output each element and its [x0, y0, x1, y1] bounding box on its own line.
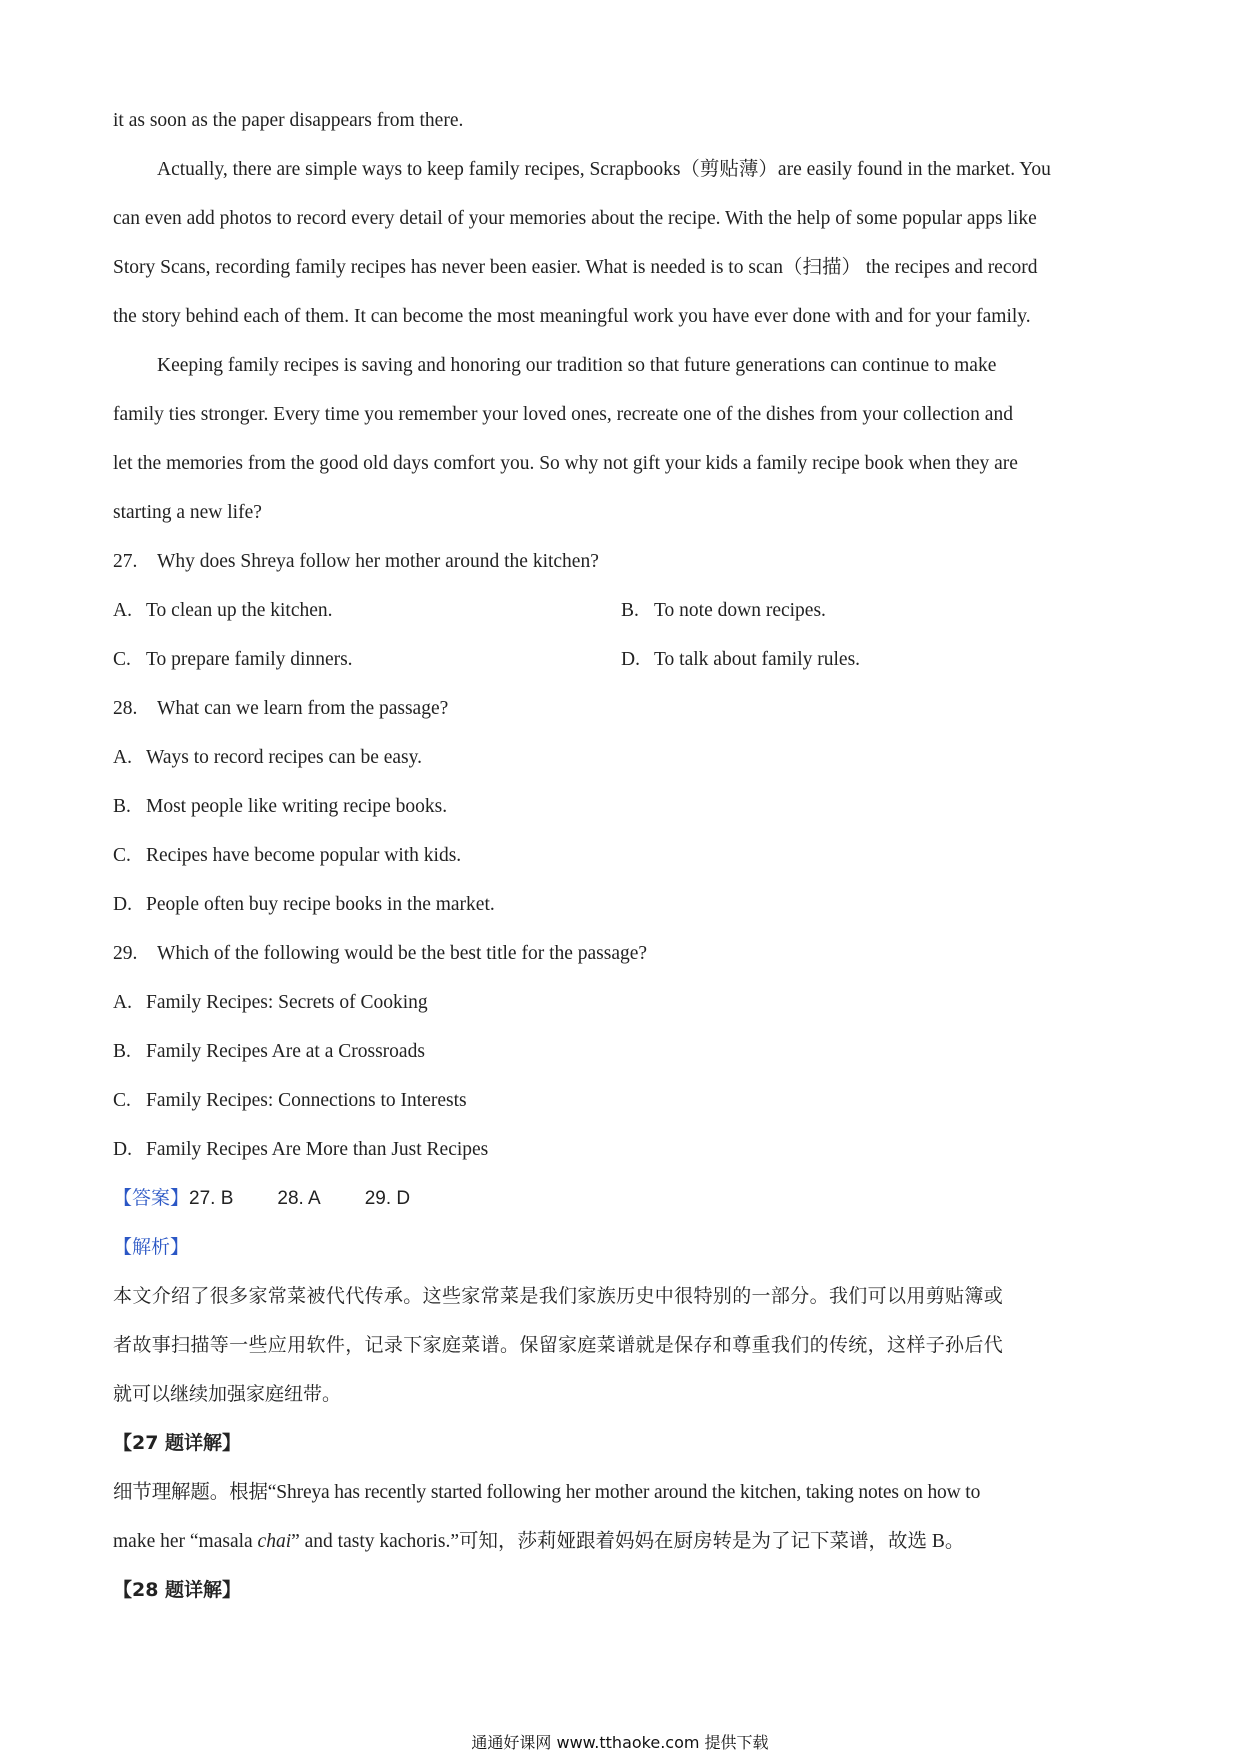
question-number: 28. — [113, 698, 138, 719]
option-c — [113, 635, 621, 684]
option-d — [113, 1125, 1133, 1174]
detail-27-line — [113, 1517, 1133, 1566]
option-text: People often buy recipe books in the market. — [146, 894, 495, 915]
option-b — [621, 586, 1129, 635]
option-c — [113, 1076, 1133, 1125]
answer-item: 28. A — [277, 1188, 321, 1209]
question-number: 29. — [113, 943, 138, 964]
option-text: Family Recipes: Secrets of Cooking — [146, 992, 428, 1013]
passage-line: the story behind each of them. It can become the most meaningful work you have ever done with and for your family. — [113, 306, 1031, 327]
answer-item: 27. B — [189, 1188, 234, 1209]
option-text: Recipes have become popular with kids. — [146, 845, 462, 866]
option-text: Most people like writing recipe books. — [146, 796, 448, 817]
option-letter: B. — [113, 796, 131, 817]
option-letter: B. — [113, 1041, 131, 1062]
answer-item: 29. D — [364, 1188, 411, 1209]
option-a — [113, 978, 1133, 1027]
option-letter: D. — [621, 649, 640, 670]
option-a — [113, 586, 621, 635]
question-29 — [113, 929, 1133, 978]
option-letter: C. — [113, 845, 131, 866]
detail-27-suffix: ” and tasty kachoris.”可知，莎莉娅跟着妈妈在厨房转是为了记下菜谱，故选 B。 — [291, 1531, 965, 1552]
option-text: Family Recipes Are at a Crossroads — [146, 1041, 425, 1062]
passage-line: can even add photos to record every detail of your memories about the recipe. With the help of some popular apps like — [113, 208, 1037, 229]
detail-28-label: 【28 题详解】 — [113, 1579, 242, 1601]
document-page — [113, 96, 1133, 1615]
answer-line — [113, 1174, 1133, 1223]
option-letter: A. — [113, 747, 132, 768]
options-row — [113, 586, 1133, 635]
analysis-line: 就可以继续加强家庭纽带。 — [113, 1383, 342, 1405]
question-28 — [113, 684, 1133, 733]
analysis-line: 本文介绍了很多家常菜被代代传承。这些家常菜是我们家族历史中很特别的一部分。我们可以用剪贴簿或 — [113, 1285, 1004, 1307]
page-footer: 通通好课网 www.tthaoke.com 提供下载 — [471, 1733, 769, 1752]
option-a — [113, 733, 1133, 782]
answer-label: 【答案】 — [113, 1187, 190, 1209]
question-27 — [113, 537, 1133, 586]
option-d — [621, 635, 1129, 684]
option-text: To prepare family dinners. — [146, 649, 353, 670]
question-text: Which of the following would be the best title for the passage? — [157, 943, 648, 964]
option-text: To talk about family rules. — [654, 649, 861, 670]
option-text: To note down recipes. — [654, 600, 826, 621]
passage-line: family ties stronger. Every time you remember your loved ones, recreate one of the dishes from your collection and — [113, 404, 1013, 425]
passage-line: Story Scans, recording family recipes has never been easier. What is needed is to scan（扫描） the recipes and record — [113, 257, 1038, 278]
detail-27-line: 细节理解题。根据“Shreya has recently started following her mother around the kitchen, taking notes on how to — [113, 1482, 981, 1503]
question-text: Why does Shreya follow her mother around the kitchen? — [157, 551, 599, 572]
option-letter: D. — [113, 1139, 132, 1160]
option-letter: C. — [113, 1090, 131, 1111]
option-text: Ways to record recipes can be easy. — [146, 747, 422, 768]
option-letter: A. — [113, 992, 132, 1013]
option-c — [113, 831, 1133, 880]
detail-27-italic: chai — [257, 1531, 292, 1552]
passage-line: Keeping family recipes is saving and honoring our tradition so that future generations can continue to make — [157, 355, 997, 376]
question-number: 27. — [113, 551, 138, 572]
detail-27-label: 【27 题详解】 — [113, 1432, 242, 1454]
option-letter: A. — [113, 600, 132, 621]
passage-line: Actually, there are simple ways to keep family recipes, Scrapbooks（剪贴薄）are easily found in the market. You — [157, 159, 1051, 180]
option-b — [113, 782, 1133, 831]
detail-27-prefix: make her “masala — [113, 1531, 258, 1552]
option-d — [113, 880, 1133, 929]
passage-line: let the memories from the good old days comfort you. So why not gift your kids a family recipe book when they are — [113, 453, 1018, 474]
option-letter: C. — [113, 649, 131, 670]
option-letter: B. — [621, 600, 639, 621]
passage-line: it as soon as the paper disappears from there. — [113, 110, 464, 131]
passage-line: starting a new life? — [113, 502, 262, 523]
question-text: What can we learn from the passage? — [157, 698, 449, 719]
options-row — [113, 635, 1133, 684]
option-b — [113, 1027, 1133, 1076]
analysis-line: 者故事扫描等一些应用软件，记录下家庭菜谱。保留家庭菜谱就是保存和尊重我们的传统，这样子孙后代 — [113, 1334, 1004, 1356]
option-text: To clean up the kitchen. — [146, 600, 333, 621]
analysis-label: 【解析】 — [113, 1236, 190, 1258]
option-text: Family Recipes: Connections to Interests — [146, 1090, 467, 1111]
option-letter: D. — [113, 894, 132, 915]
option-text: Family Recipes Are More than Just Recipes — [146, 1139, 489, 1160]
